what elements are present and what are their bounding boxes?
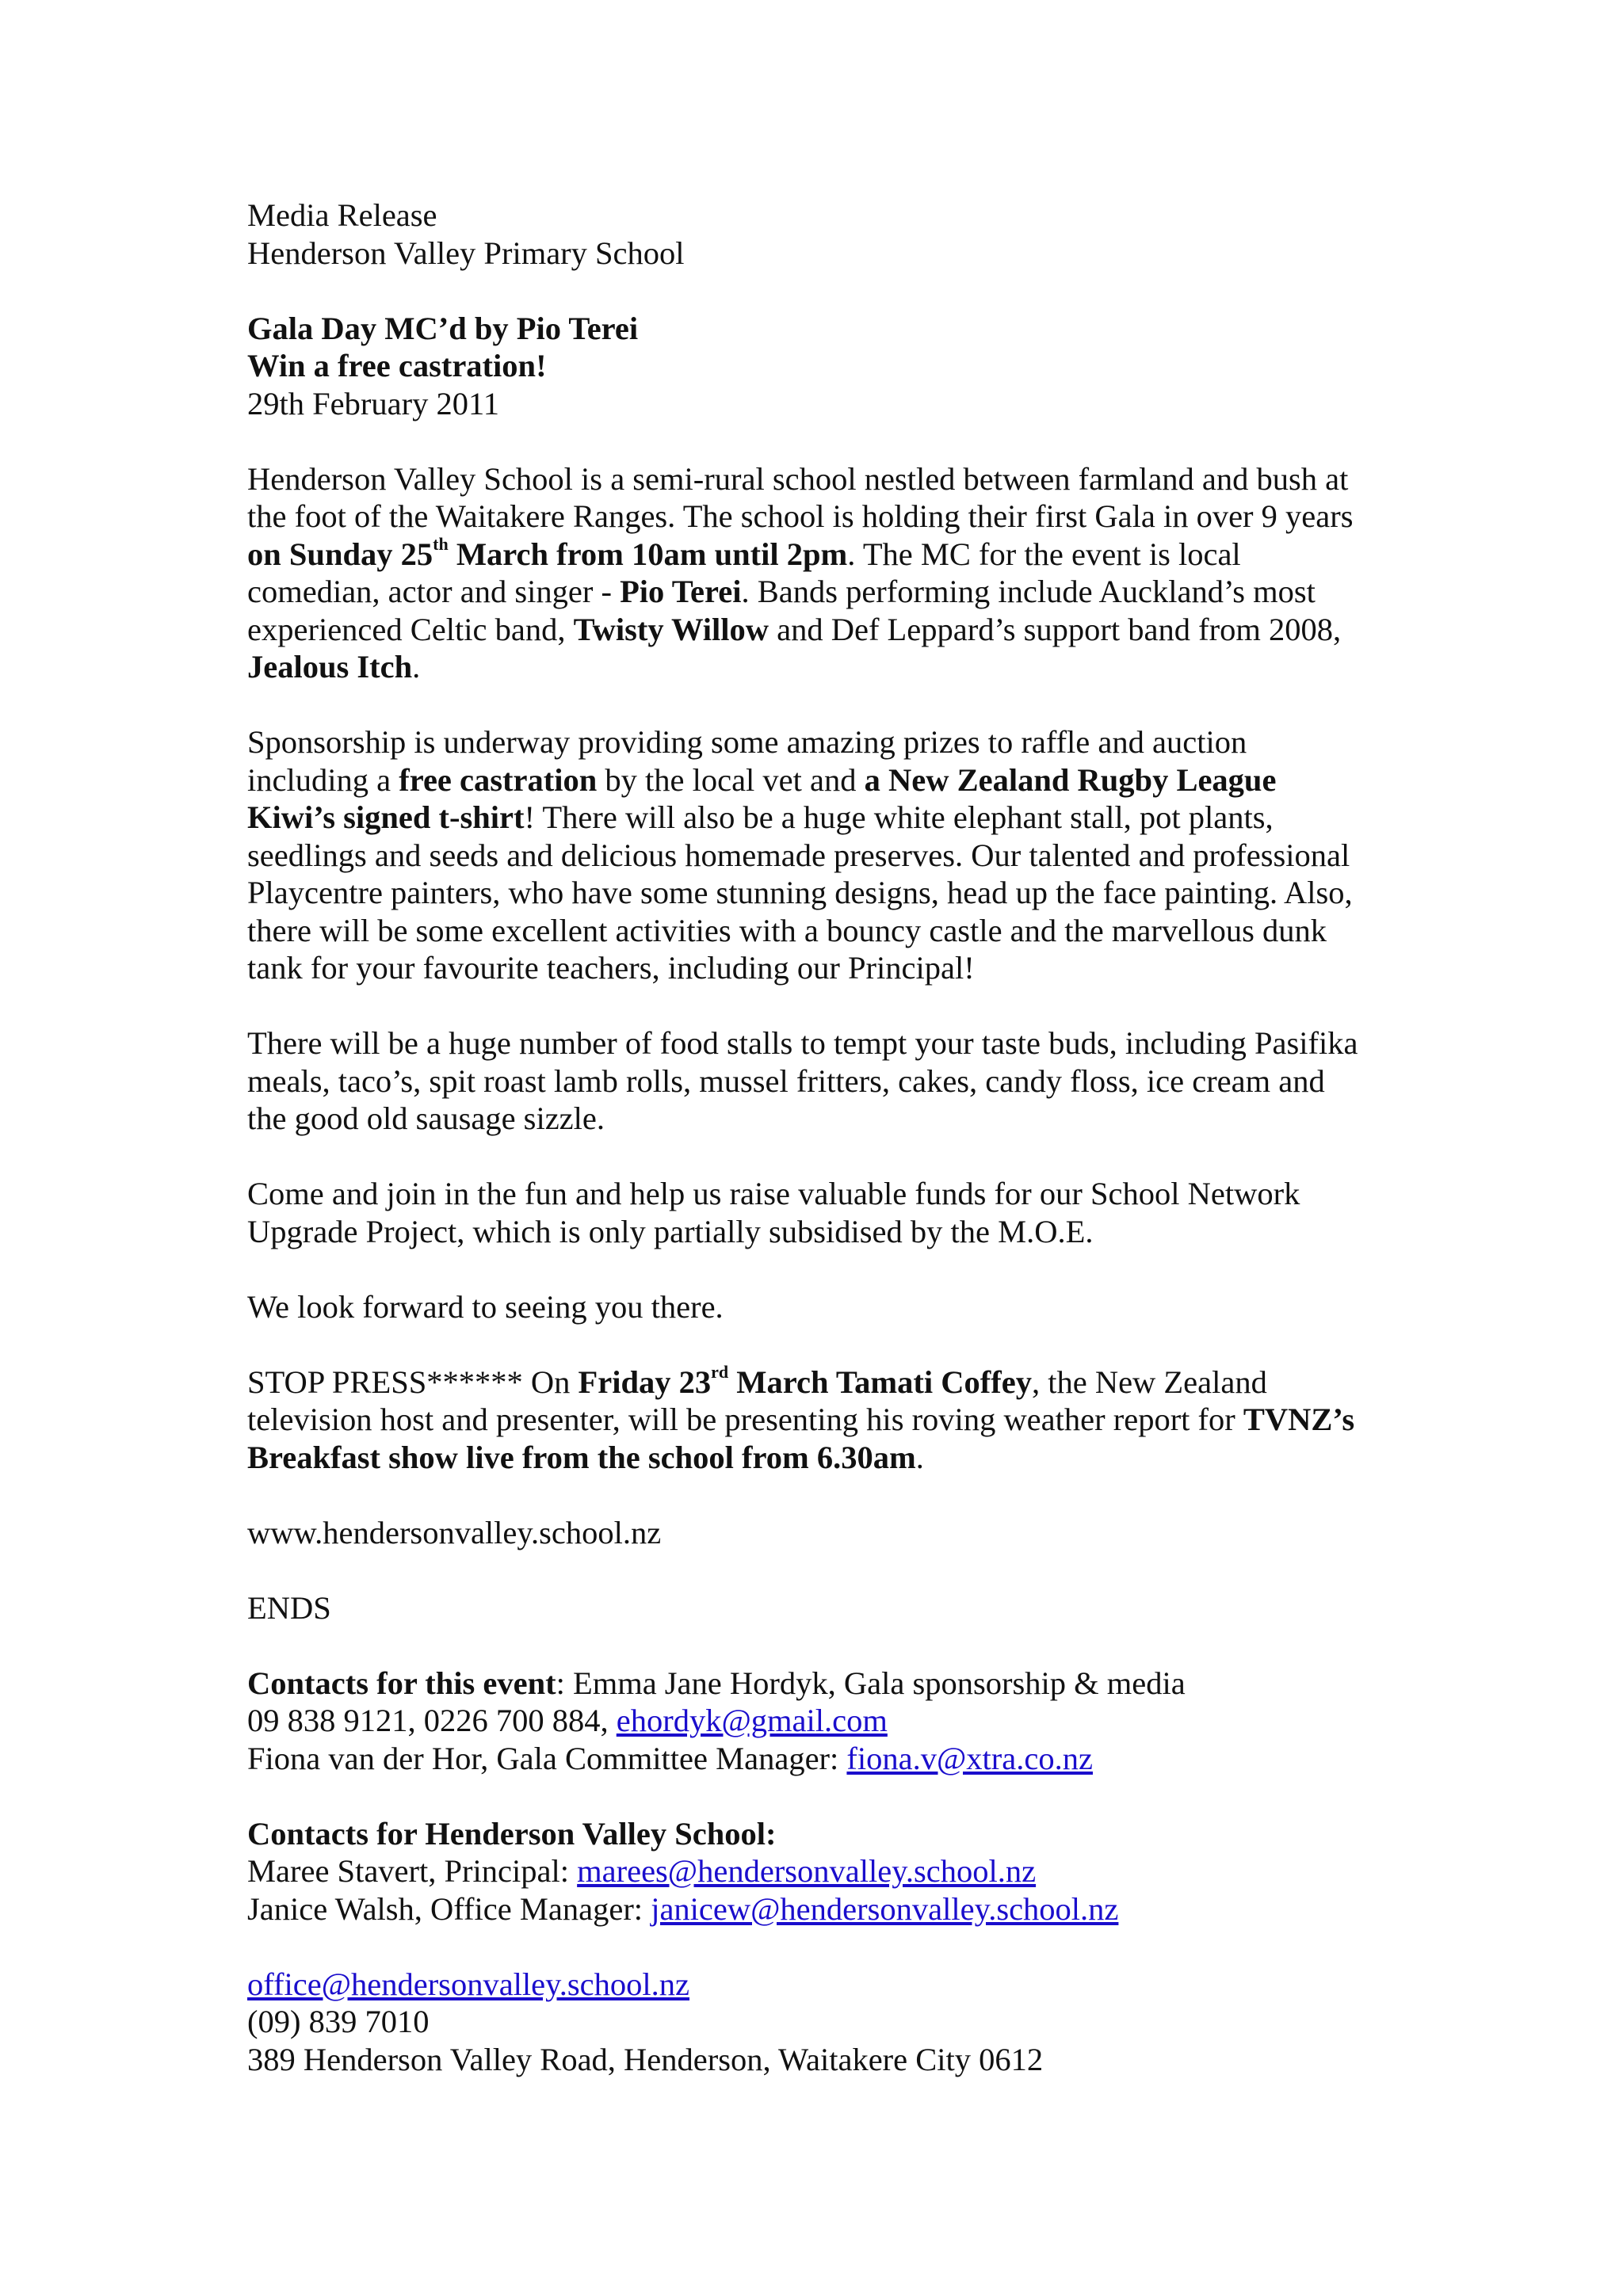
text-span: . Bands performing include Auckland’s most [741, 574, 1316, 609]
paragraph-line: seedlings and seeds and delicious homemade preserves. Our talented and professional [247, 837, 1350, 873]
text-span: Janice Walsh, Office Manager: [247, 1890, 651, 1927]
school-name: Henderson Valley Primary School [247, 235, 685, 271]
band-name-bold: Jealous Itch [247, 649, 413, 685]
paragraph-line: there will be some excellent activities with a bouncy castle and the marvellous dunk [247, 912, 1327, 948]
paragraph-intro [247, 460, 1404, 686]
text-span: . The MC for the event is local [847, 536, 1241, 572]
paragraph-line: the foot of the Waitakere Ranges. The school is holding their first Gala in over 9 years [247, 498, 1354, 534]
event-contacts [247, 1665, 1404, 1778]
show-bold: TVNZ’s [1243, 1402, 1355, 1437]
date-bold: Friday 23 [578, 1363, 712, 1400]
superscript: th [433, 534, 449, 554]
paragraph-line: There will be a huge number of food stalls to tempt your taste buds, including Pasifika [247, 1025, 1358, 1061]
paragraph-line [247, 761, 1404, 799]
paragraph-line: meals, taco’s, spit roast lamb rolls, mussel fritters, cakes, candy floss, ice cream and [247, 1062, 1325, 1099]
phone-numbers: 09 838 9121, 0226 700 884, [247, 1703, 617, 1738]
contacts-heading: Contacts for this event [247, 1665, 556, 1701]
contacts-heading: Contacts for Henderson Valley School: [247, 1815, 777, 1852]
show-bold: Breakfast show live from the school from 6.30am [247, 1439, 916, 1475]
release-date: 29th February 2011 [247, 385, 499, 421]
postal-address: 389 Henderson Valley Road, Henderson, Waitakere City 0612 [247, 2041, 1044, 2077]
text-span: experienced Celtic band, [247, 611, 574, 647]
paragraph-fundraising [247, 1175, 1404, 1250]
paragraph-sponsorship [247, 723, 1404, 987]
email-link-ehordyk[interactable]: ehordyk@gmail.com [616, 1703, 888, 1738]
text-span: including a [247, 761, 399, 798]
media-release-document [247, 196, 1404, 2078]
spacer [247, 272, 1404, 310]
paragraph-line [247, 1852, 1404, 1890]
paragraph-line [247, 1401, 1404, 1439]
paragraph-line [247, 1890, 1404, 1928]
text-span: by the local vet and [597, 761, 865, 798]
spacer [247, 1325, 1404, 1363]
paragraph-line [247, 573, 1404, 611]
presenter-bold: March Tamati Coffey [728, 1363, 1032, 1400]
email-link-marees[interactable]: marees@hendersonvalley.school.nz [577, 1853, 1037, 1889]
paragraph-line: Playcentre painters, who have some stunning designs, head up the face painting. Also, [247, 875, 1353, 910]
school-contacts [247, 1815, 1404, 1928]
text-span: Fiona van der Hor, Gala Committee Manager: [247, 1740, 847, 1776]
headline-subtitle: Win a free castration! [247, 348, 547, 383]
spacer [247, 1928, 1404, 1966]
school-footer [247, 1966, 1404, 2079]
spacer [247, 686, 1404, 724]
spacer [247, 1627, 1404, 1665]
text-span: comedian, actor and singer - [247, 574, 621, 609]
spacer [247, 1250, 1404, 1288]
paragraph-line: Upgrade Project, which is only partially subsidised by the M.O.E. [247, 1213, 1094, 1249]
paragraph-line [247, 1439, 1404, 1477]
event-date-bold: on Sunday 25 [247, 536, 433, 572]
paragraph-line [247, 1702, 1404, 1740]
paragraph-line: Henderson Valley School is a semi-rural school nestled between farmland and bush at [247, 460, 1349, 497]
text-span: STOP PRESS****** On [247, 1363, 579, 1400]
mc-name-bold: Pio Terei [620, 574, 742, 609]
paragraph-stop-press [247, 1363, 1404, 1477]
text-span: television host and presenter, will be presenting his roving weather report for [247, 1402, 1243, 1437]
paragraph-line [247, 1740, 1404, 1778]
paragraph-line [247, 611, 1404, 649]
text-span: : Emma Jane Hordyk, Gala sponsorship & media [556, 1665, 1186, 1701]
text-span: . [412, 649, 421, 685]
prize-bold: free castration [399, 761, 598, 798]
event-time-bold: March from 10am until 2pm [448, 536, 848, 572]
text-span: , the New Zealand [1031, 1363, 1267, 1400]
email-link-janicew[interactable]: janicew@hendersonvalley.school.nz [651, 1890, 1119, 1927]
paragraph-line: Come and join in the fun and help us raise valuable funds for our School Network [247, 1176, 1300, 1211]
paragraph-line: Sponsorship is underway providing some amazing prizes to raffle and auction [247, 724, 1247, 760]
spacer [247, 1138, 1404, 1176]
email-link-fiona[interactable]: fiona.v@xtra.co.nz [846, 1740, 1093, 1776]
ends-marker: ENDS [247, 1589, 331, 1626]
website-text: www.hendersonvalley.school.nz [247, 1514, 662, 1550]
paragraph-line [247, 1966, 1404, 2004]
spacer [247, 1476, 1404, 1514]
spacer [247, 1551, 1404, 1589]
paragraph-line [247, 799, 1404, 837]
paragraph-line [247, 1363, 1404, 1402]
band-name-bold: Twisty Willow [573, 611, 769, 647]
headline-title: Gala Day MC’d by Pio Terei [247, 310, 639, 346]
paragraph-line: the good old sausage sizzle. [247, 1100, 605, 1136]
prize-bold: Kiwi’s signed t-shirt [247, 799, 525, 835]
text-span: . [915, 1439, 924, 1475]
phone-number: (09) 839 7010 [247, 2004, 430, 2039]
paragraph-line: tank for your favourite teachers, including our Principal! [247, 950, 975, 986]
spacer [247, 1777, 1404, 1815]
paragraph-line [247, 536, 1404, 574]
closing-line: We look forward to seeing you there. [247, 1288, 724, 1325]
paragraph-food [247, 1024, 1404, 1138]
spacer [247, 422, 1404, 460]
text-span: Maree Stavert, Principal: [247, 1853, 578, 1889]
email-link-office[interactable]: office@hendersonvalley.school.nz [247, 1966, 689, 2002]
text-span: ! There will also be a huge white elephant stall, pot plants, [524, 799, 1274, 835]
spacer [247, 987, 1404, 1025]
header-label: Media Release [247, 197, 437, 233]
superscript: rd [711, 1362, 729, 1382]
paragraph-line [247, 1665, 1404, 1703]
prize-bold: a New Zealand Rugby League [864, 761, 1277, 798]
paragraph-line [247, 648, 1404, 686]
text-span: and Def Leppard’s support band from 2008, [769, 611, 1342, 647]
